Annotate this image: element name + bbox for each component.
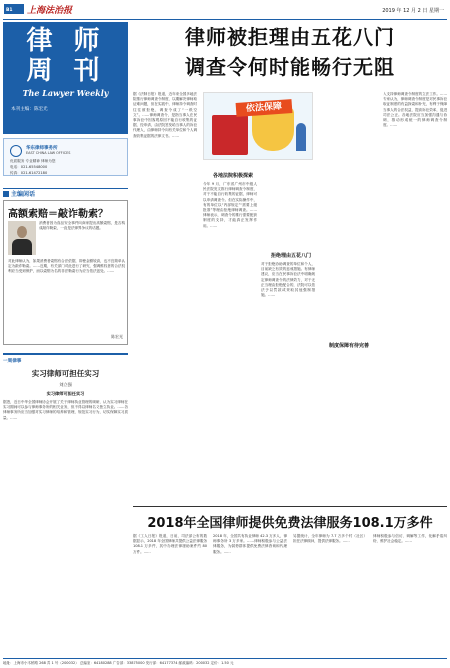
page-footer: 地址：上海市小木桥路 268 弄 1 号（200032） 总编室：64180288 广告部：33875000 发行部：64177374 邮政编码：200032 定价：1.50 元 [3, 658, 447, 667]
article-col4: 入支持律师调查令制度的立法工作。……专家认为，律师调查令制度是对民事诉讼取证制度的有益探索和补充，有利于保障当事人的合法权益，提高诉讼效率，促进司法公正。各地法院应当加强沟通与协调，推动形成统一的律师调查令制度。…… [383, 92, 447, 128]
editor-column [3, 200, 128, 345]
illustration-banner: 依法保障 [236, 99, 293, 117]
person-icon [296, 123, 306, 151]
lawyer-news-text: 据悉，近日中华全国律师协会开展了关于律师执业管理的调研，认为实习律师在实习期间可以参与律师事务所的相关业务，但不得以律师名义独立执业。……各律师事务所应当加强对实习律师的培养和管理，规范实习行为，切实保障实习质量。…… [3, 400, 128, 420]
lawyer-news-section [3, 353, 128, 421]
masthead-editor: 本刊主编：陈宏光 [11, 107, 48, 112]
main-content [133, 22, 447, 554]
column-intro: 消费者因为食品安全事件向商家提出高额索赔，是否构成敲诈勒索，一直是法律界争议的话题。 [39, 221, 125, 231]
ad-line1: 优质服务 专业精神 律师为您 [10, 159, 56, 163]
sub-head-3: 制度保障有待完善 [328, 343, 369, 349]
lawyer-news-author: 刘立强 [59, 382, 72, 387]
article-col1: 据《法制日报》报道，近年来全国多地法院推行律师调查令制度，以期解决律师取证难问题，但在实践中，律师持令调查时往往被拒绝，调查令成了“一纸空文”。……律师调查令，是指当事人在民事诉讼中因客观原因不能自行收集的证据，经申请，由法院签发给当事人的诉讼代理人，由律师持令向有关单位和个人调查收集证据的法律文书。…… [133, 92, 197, 138]
main-headline: 律师被拒理由五花八门 调查令何时能畅行无阻 [185, 25, 395, 79]
masthead-english: The Lawyer Weekly [22, 88, 109, 98]
article-col2: 今年 9 月，广东省广州市中级人民法院发文推行律师调查令制度，对于不能自行收集的证据，律师可以申请调查令。但在实际操作中，有的单位以“内部规定”“需要上级批准”等理由拒绝律师调查。……律师表示，调查令的推行需要配套制度的支持，才能真正发挥作用。…… [203, 182, 257, 228]
lawyer-news-head: 一周律事 [3, 359, 22, 364]
page-date: 2019 年 12 月 2 日 星期一 [382, 8, 444, 14]
sub-head-2: 拒绝理由五花八门 [270, 253, 311, 259]
ad-subtitle: EAST CHINA LAW OFFICES [26, 151, 71, 155]
second-article [133, 534, 447, 654]
second-headline: 2018年全国律师提供免费法律服务108.1万多件 [147, 516, 433, 531]
second-col4: 律师积极参与信访、调解等工作，化解矛盾纠纷，维护社会稳定。…… [373, 534, 447, 544]
author-photo [8, 221, 36, 255]
section-divider [133, 506, 447, 507]
page-header [0, 0, 450, 18]
second-col2: 2018 年，全国共有执业律师 42.3 万多人，律师事务所 3 万多家。……律师积极参与公益法律服务，为弱势群体提供免费法律咨询和代理服务。…… [213, 534, 287, 554]
sub-head-1: 各地法院积极探索 [212, 173, 253, 179]
page-number: B1 [4, 4, 24, 14]
ad-line3: 传真：021-61472180 [10, 171, 48, 175]
sidebar [3, 22, 128, 656]
column-section-head: 主编闲话 [3, 188, 128, 198]
masthead-title: 律 师 周 刊 [26, 26, 106, 86]
law-book-icon [212, 115, 248, 155]
lawyer-news-subtitle: 实习律师可担任实习 [46, 391, 85, 396]
article-col3: 对于拒绝协助调查的单位和个人，目前缺乏有效的惩戒措施。有律师建议，应当在民事诉讼法中明确规定律师调查令的法律效力，对于无正当理由拒绝配合的，法院可以依法予以罚款或采取其他强制措施。…… [261, 262, 315, 298]
header-rule [3, 19, 447, 20]
lawyer-news-title: 实习律师可担任实习 [31, 369, 100, 378]
ad-name: 华东律师事务所 [26, 146, 58, 151]
law-firm-logo-icon [10, 145, 22, 157]
column-text: 对此律师认为，如果消费者索赔有合法依据，即使金额较高，也不宜简单认定为敲诈勒索。……近期，有关部门对此进行了研究，强调维权者的合法权利应当受到保护，而以索赔为名的非法勒索行为应当依法惩处。…… [8, 259, 125, 274]
column-title: 高额索赔＝敲诈勒索？ [8, 209, 108, 220]
section-marker-icon [3, 191, 9, 197]
ad-line2: 电话：021-65548000 [10, 165, 48, 169]
second-col1: 据《工人日报》报道，日前，司法部公布的数据显示，2018 年全国律师共提供公益法律服务 108.1 万多件，其中办理法律援助案件约 80 万件。…… [133, 534, 207, 554]
masthead [3, 22, 128, 134]
main-article [133, 92, 447, 492]
paper-name: 上海法治报 [27, 6, 73, 16]
ad-box [3, 138, 128, 176]
column-author: 陈宏光 [111, 334, 123, 339]
second-col3: 另据统计，全年律师为 7.7 万多个村（社区）担任法律顾问，提供法律服务。…… [293, 534, 367, 544]
article-illustration [203, 92, 313, 160]
